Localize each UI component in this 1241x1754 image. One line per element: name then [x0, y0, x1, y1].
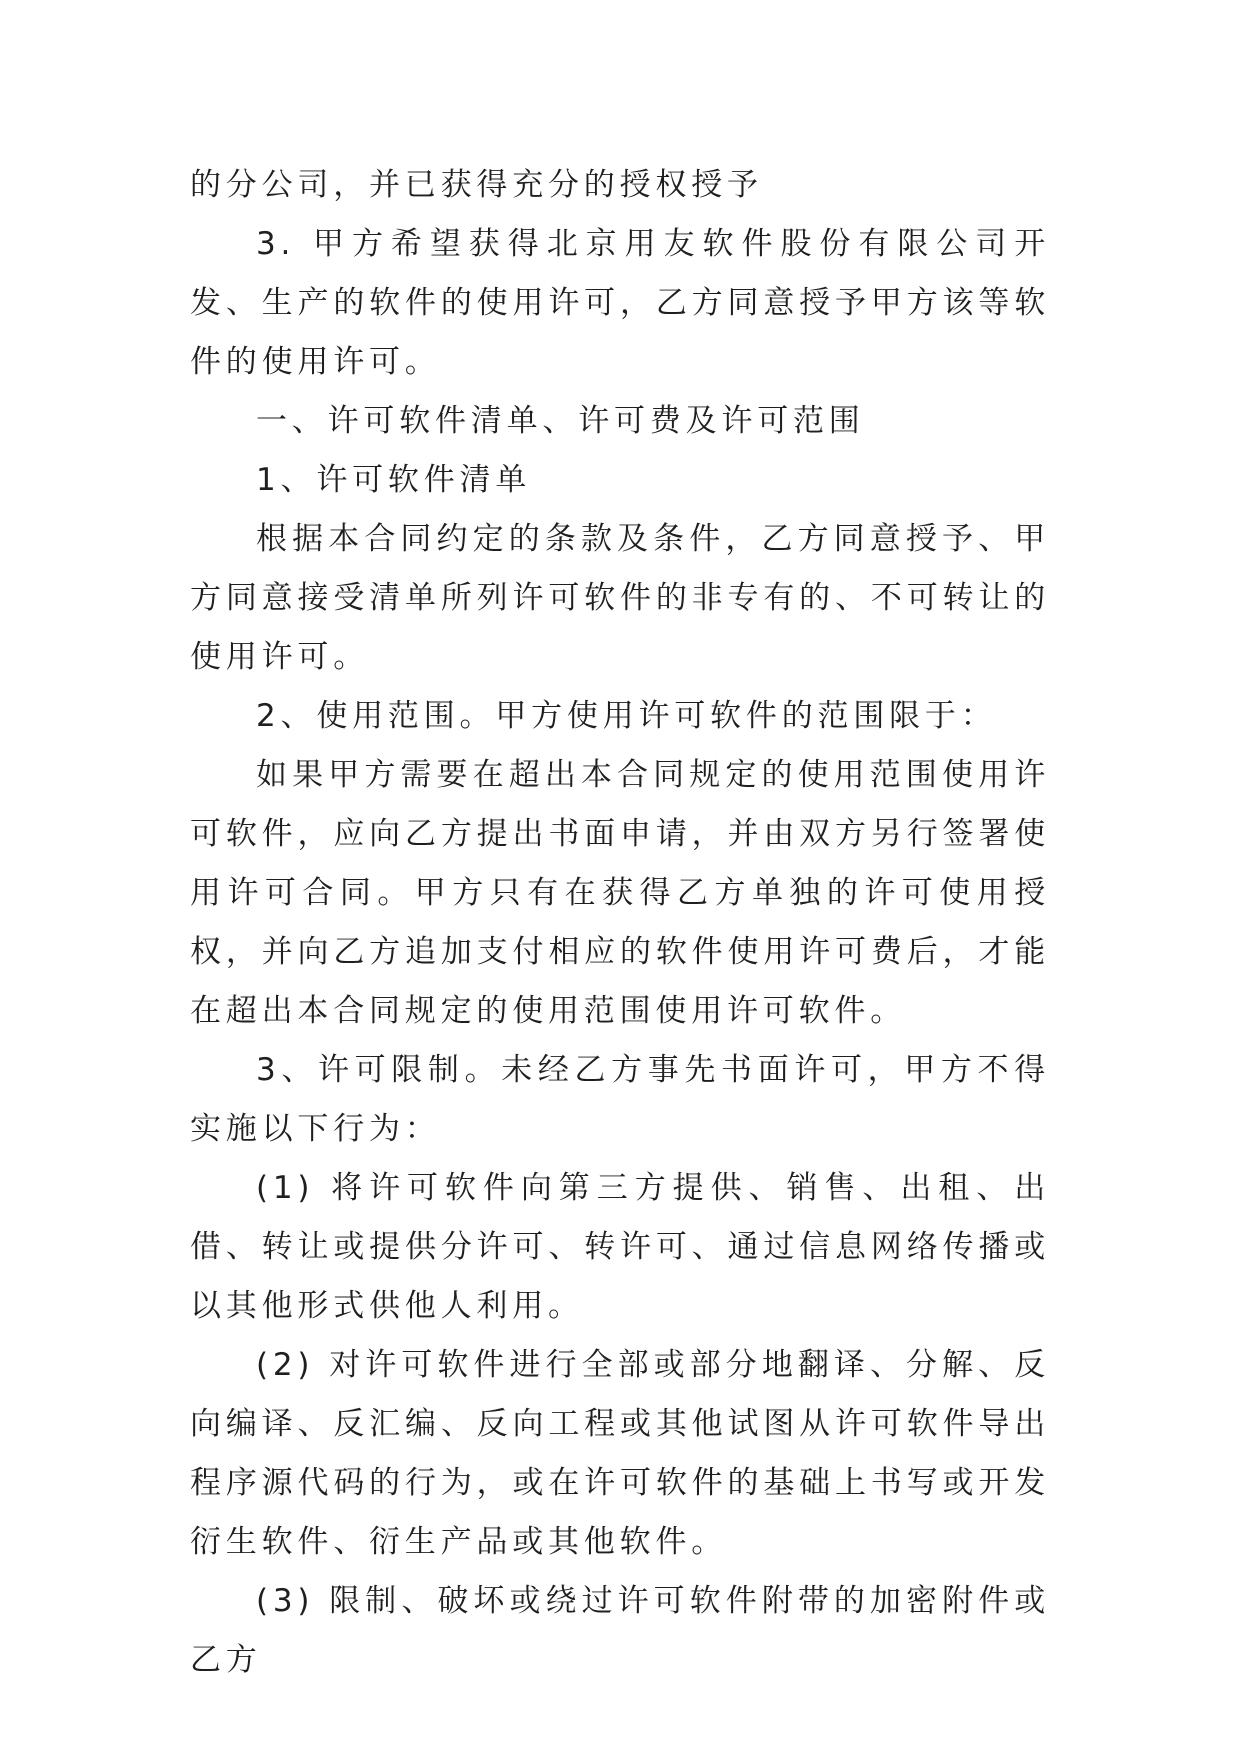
paragraph-scope: 如果甲方需要在超出本合同规定的使用范围使用许可软件，应向乙方提出书面申请，并由双方另行签署使用许可合同。甲方只有在获得乙方单独的许可使用授权，并向乙方追加支付相应的软件使用许可费后，才能在超出本合同规定的使用范围使用许可软件。 — [190, 757, 1050, 1029]
document-body — [190, 156, 1050, 1690]
subsection-heading-2: 2、使用范围。甲方使用许可软件的范围限于： — [256, 698, 997, 734]
paragraph-1: 的分公司，并已获得充分的授权授予 — [190, 167, 763, 203]
paragraph-2: 3. 甲方希望获得北京用友软件股份有限公司开发、生产的软件的使用许可，乙方同意授予甲方该等软件的使用许可。 — [190, 226, 1050, 380]
restriction-item-2: (2) 对许可软件进行全部或部分地翻译、分解、反向编译、反汇编、反向工程或其他试图从许可软件导出程序源代码的行为，或在许可软件的基础上书写或开发衍生软件、衍生产品或其他软件。 — [190, 1347, 1050, 1560]
paragraph-license-grant: 根据本合同约定的条款及条件，乙方同意授予、甲方同意接受清单所列许可软件的非专有的、不可转让的使用许可。 — [190, 521, 1050, 675]
restriction-item-1: (1) 将许可软件向第三方提供、销售、出租、出借、转让或提供分许可、转许可、通过信息网络传播或以其他形式供他人利用。 — [190, 1170, 1050, 1324]
subsection-heading-1: 1、许可软件清单 — [256, 462, 532, 498]
section-heading-1: 一、许可软件清单、许可费及许可范围 — [256, 403, 865, 439]
restriction-item-3: (3) 限制、破坏或绕过许可软件附带的加密附件或乙方 — [190, 1583, 1050, 1678]
subsection-heading-3: 3、许可限制。未经乙方事先书面许可，甲方不得实施以下行为： — [190, 1052, 1050, 1147]
